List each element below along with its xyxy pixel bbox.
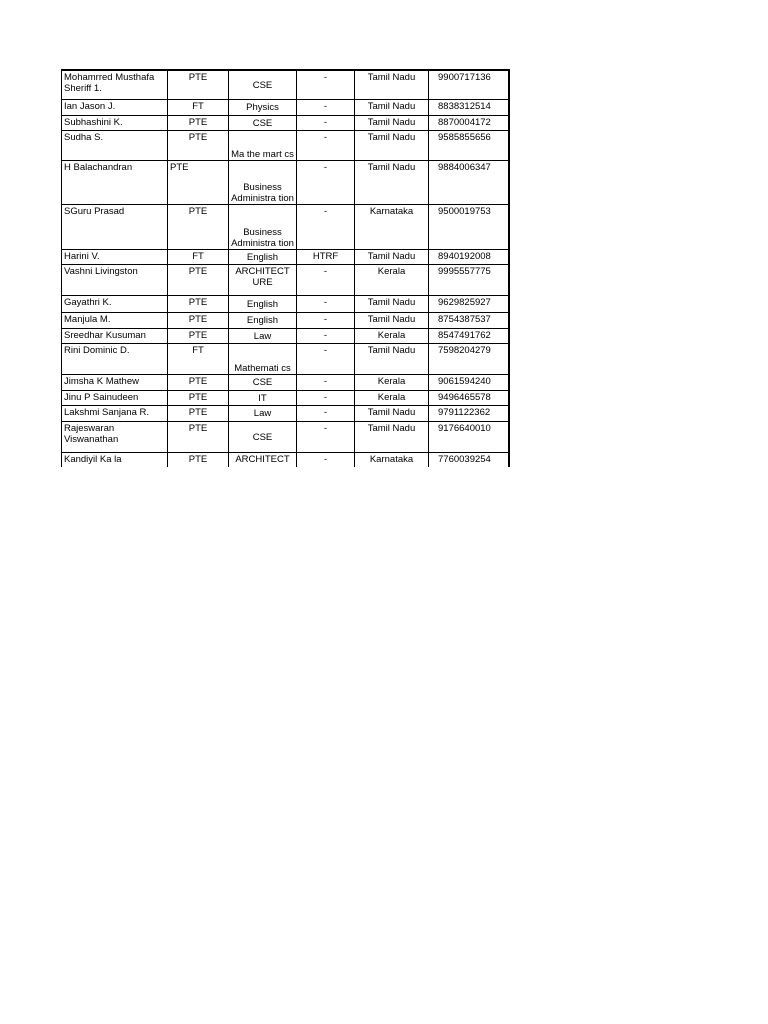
mode-cell: PTE xyxy=(168,264,229,295)
phone-cell: 9500019753 xyxy=(429,204,509,249)
mode-cell: PTE xyxy=(168,115,229,130)
specialization-cell: - xyxy=(297,115,355,130)
phone-cell: 9629825927 xyxy=(429,295,509,312)
name-cell: Jinu P Sainudeen xyxy=(62,390,168,405)
phone-cell: 9176640010 xyxy=(429,421,509,452)
department-cell: Ma the mart cs xyxy=(229,130,297,160)
mode-cell: PTE xyxy=(168,374,229,390)
department-cell: ARCHITECT URE xyxy=(229,264,297,295)
table-row xyxy=(62,295,509,312)
state-cell: Tamil Nadu xyxy=(355,343,429,374)
specialization-cell: - xyxy=(297,421,355,452)
department-cell: English xyxy=(229,312,297,328)
name-cell: SGuru Prasad xyxy=(62,204,168,249)
state-cell: Tamil Nadu xyxy=(355,421,429,452)
state-cell: Kerala xyxy=(355,374,429,390)
name-cell: Rini Dominic D. xyxy=(62,343,168,374)
state-cell: Tamil Nadu xyxy=(355,405,429,421)
table-row xyxy=(62,452,509,467)
specialization-cell: - xyxy=(297,390,355,405)
state-cell: Tamil Nadu xyxy=(355,249,429,264)
table-row xyxy=(62,249,509,264)
name-cell: Gayathri K. xyxy=(62,295,168,312)
table-row xyxy=(62,160,509,204)
state-cell: Tamil Nadu xyxy=(355,115,429,130)
phone-cell: 8547491762 xyxy=(429,328,509,343)
department-cell: CSE xyxy=(229,374,297,390)
specialization-cell: - xyxy=(297,130,355,160)
table-row xyxy=(62,264,509,295)
mode-cell: PTE xyxy=(168,130,229,160)
state-cell: Tamil Nadu xyxy=(355,99,429,115)
department-cell: Law xyxy=(229,328,297,343)
phone-cell: 9585855656 xyxy=(429,130,509,160)
state-cell: Tamil Nadu xyxy=(355,130,429,160)
specialization-cell: - xyxy=(297,328,355,343)
specialization-cell: - xyxy=(297,70,355,99)
name-cell: Lakshmi Sanjana R. xyxy=(62,405,168,421)
name-cell: Ian Jason J. xyxy=(62,99,168,115)
specialization-cell: - xyxy=(297,374,355,390)
name-cell: Manjula M. xyxy=(62,312,168,328)
mode-cell: PTE xyxy=(168,160,229,204)
specialization-cell: - xyxy=(297,204,355,249)
name-cell: Subhashini K. xyxy=(62,115,168,130)
candidate-table xyxy=(61,69,510,467)
mode-cell: PTE xyxy=(168,390,229,405)
phone-cell: 8838312514 xyxy=(429,99,509,115)
mode-cell: PTE xyxy=(168,452,229,467)
mode-cell: PTE xyxy=(168,405,229,421)
table-row xyxy=(62,343,509,374)
table-row xyxy=(62,99,509,115)
table-row xyxy=(62,328,509,343)
table-row xyxy=(62,70,509,99)
phone-cell: 8870004172 xyxy=(429,115,509,130)
state-cell: Tamil Nadu xyxy=(355,312,429,328)
specialization-cell: - xyxy=(297,160,355,204)
name-cell: Sreedhar Kusuman xyxy=(62,328,168,343)
specialization-cell: - xyxy=(297,312,355,328)
specialization-cell: - xyxy=(297,264,355,295)
mode-cell: FT xyxy=(168,99,229,115)
mode-cell: FT xyxy=(168,343,229,374)
department-cell: Law xyxy=(229,405,297,421)
name-cell: Sudha S. xyxy=(62,130,168,160)
mode-cell: FT xyxy=(168,249,229,264)
name-cell: H Balachandran xyxy=(62,160,168,204)
mode-cell: PTE xyxy=(168,312,229,328)
phone-cell: 9061594240 xyxy=(429,374,509,390)
phone-cell: 9791122362 xyxy=(429,405,509,421)
state-cell: Kerala xyxy=(355,390,429,405)
mode-cell: PTE xyxy=(168,328,229,343)
name-cell: Rajeswaran Viswanathan xyxy=(62,421,168,452)
specialization-cell: - xyxy=(297,343,355,374)
mode-cell: PTE xyxy=(168,70,229,99)
mode-cell: PTE xyxy=(168,204,229,249)
name-cell: Harini V. xyxy=(62,249,168,264)
name-cell: Vashni Livingston xyxy=(62,264,168,295)
phone-cell: 9496465578 xyxy=(429,390,509,405)
state-cell: Tamil Nadu xyxy=(355,160,429,204)
department-cell: Physics xyxy=(229,99,297,115)
department-cell: Business Administra tion xyxy=(229,160,297,204)
state-cell: Tamil Nadu xyxy=(355,295,429,312)
phone-cell: 9884006347 xyxy=(429,160,509,204)
phone-cell: 9900717136 xyxy=(429,70,509,99)
specialization-cell: - xyxy=(297,295,355,312)
state-cell: Tamil Nadu xyxy=(355,70,429,99)
name-cell: Kandiyil Ka la xyxy=(62,452,168,467)
table-row xyxy=(62,130,509,160)
table-row xyxy=(62,312,509,328)
phone-cell: 7760039254 xyxy=(429,452,509,467)
table-row xyxy=(62,204,509,249)
department-cell: ARCHITECT xyxy=(229,452,297,467)
specialization-cell: - xyxy=(297,452,355,467)
mode-cell: PTE xyxy=(168,295,229,312)
department-cell: CSE xyxy=(229,421,297,452)
table-row xyxy=(62,374,509,390)
department-cell: Business Administra tion xyxy=(229,204,297,249)
state-cell: Karnataka xyxy=(355,452,429,467)
name-cell: Jimsha K Mathew xyxy=(62,374,168,390)
department-cell: IT xyxy=(229,390,297,405)
state-cell: Kerala xyxy=(355,328,429,343)
phone-cell: 8940192008 xyxy=(429,249,509,264)
phone-cell: 9995557775 xyxy=(429,264,509,295)
specialization-cell: HTRF xyxy=(297,249,355,264)
table-row xyxy=(62,421,509,452)
department-cell: CSE xyxy=(229,115,297,130)
department-cell: Mathemati cs xyxy=(229,343,297,374)
specialization-cell: - xyxy=(297,405,355,421)
department-cell: English xyxy=(229,295,297,312)
department-cell: CSE xyxy=(229,70,297,99)
name-cell: Mohamrred Musthafa Sheriff 1. xyxy=(62,70,168,99)
department-cell: English xyxy=(229,249,297,264)
phone-cell: 7598204279 xyxy=(429,343,509,374)
table-row xyxy=(62,115,509,130)
mode-cell: PTE xyxy=(168,421,229,452)
state-cell: Kerala xyxy=(355,264,429,295)
table-row xyxy=(62,390,509,405)
state-cell: Karnataka xyxy=(355,204,429,249)
table-row xyxy=(62,405,509,421)
specialization-cell: - xyxy=(297,99,355,115)
phone-cell: 8754387537 xyxy=(429,312,509,328)
